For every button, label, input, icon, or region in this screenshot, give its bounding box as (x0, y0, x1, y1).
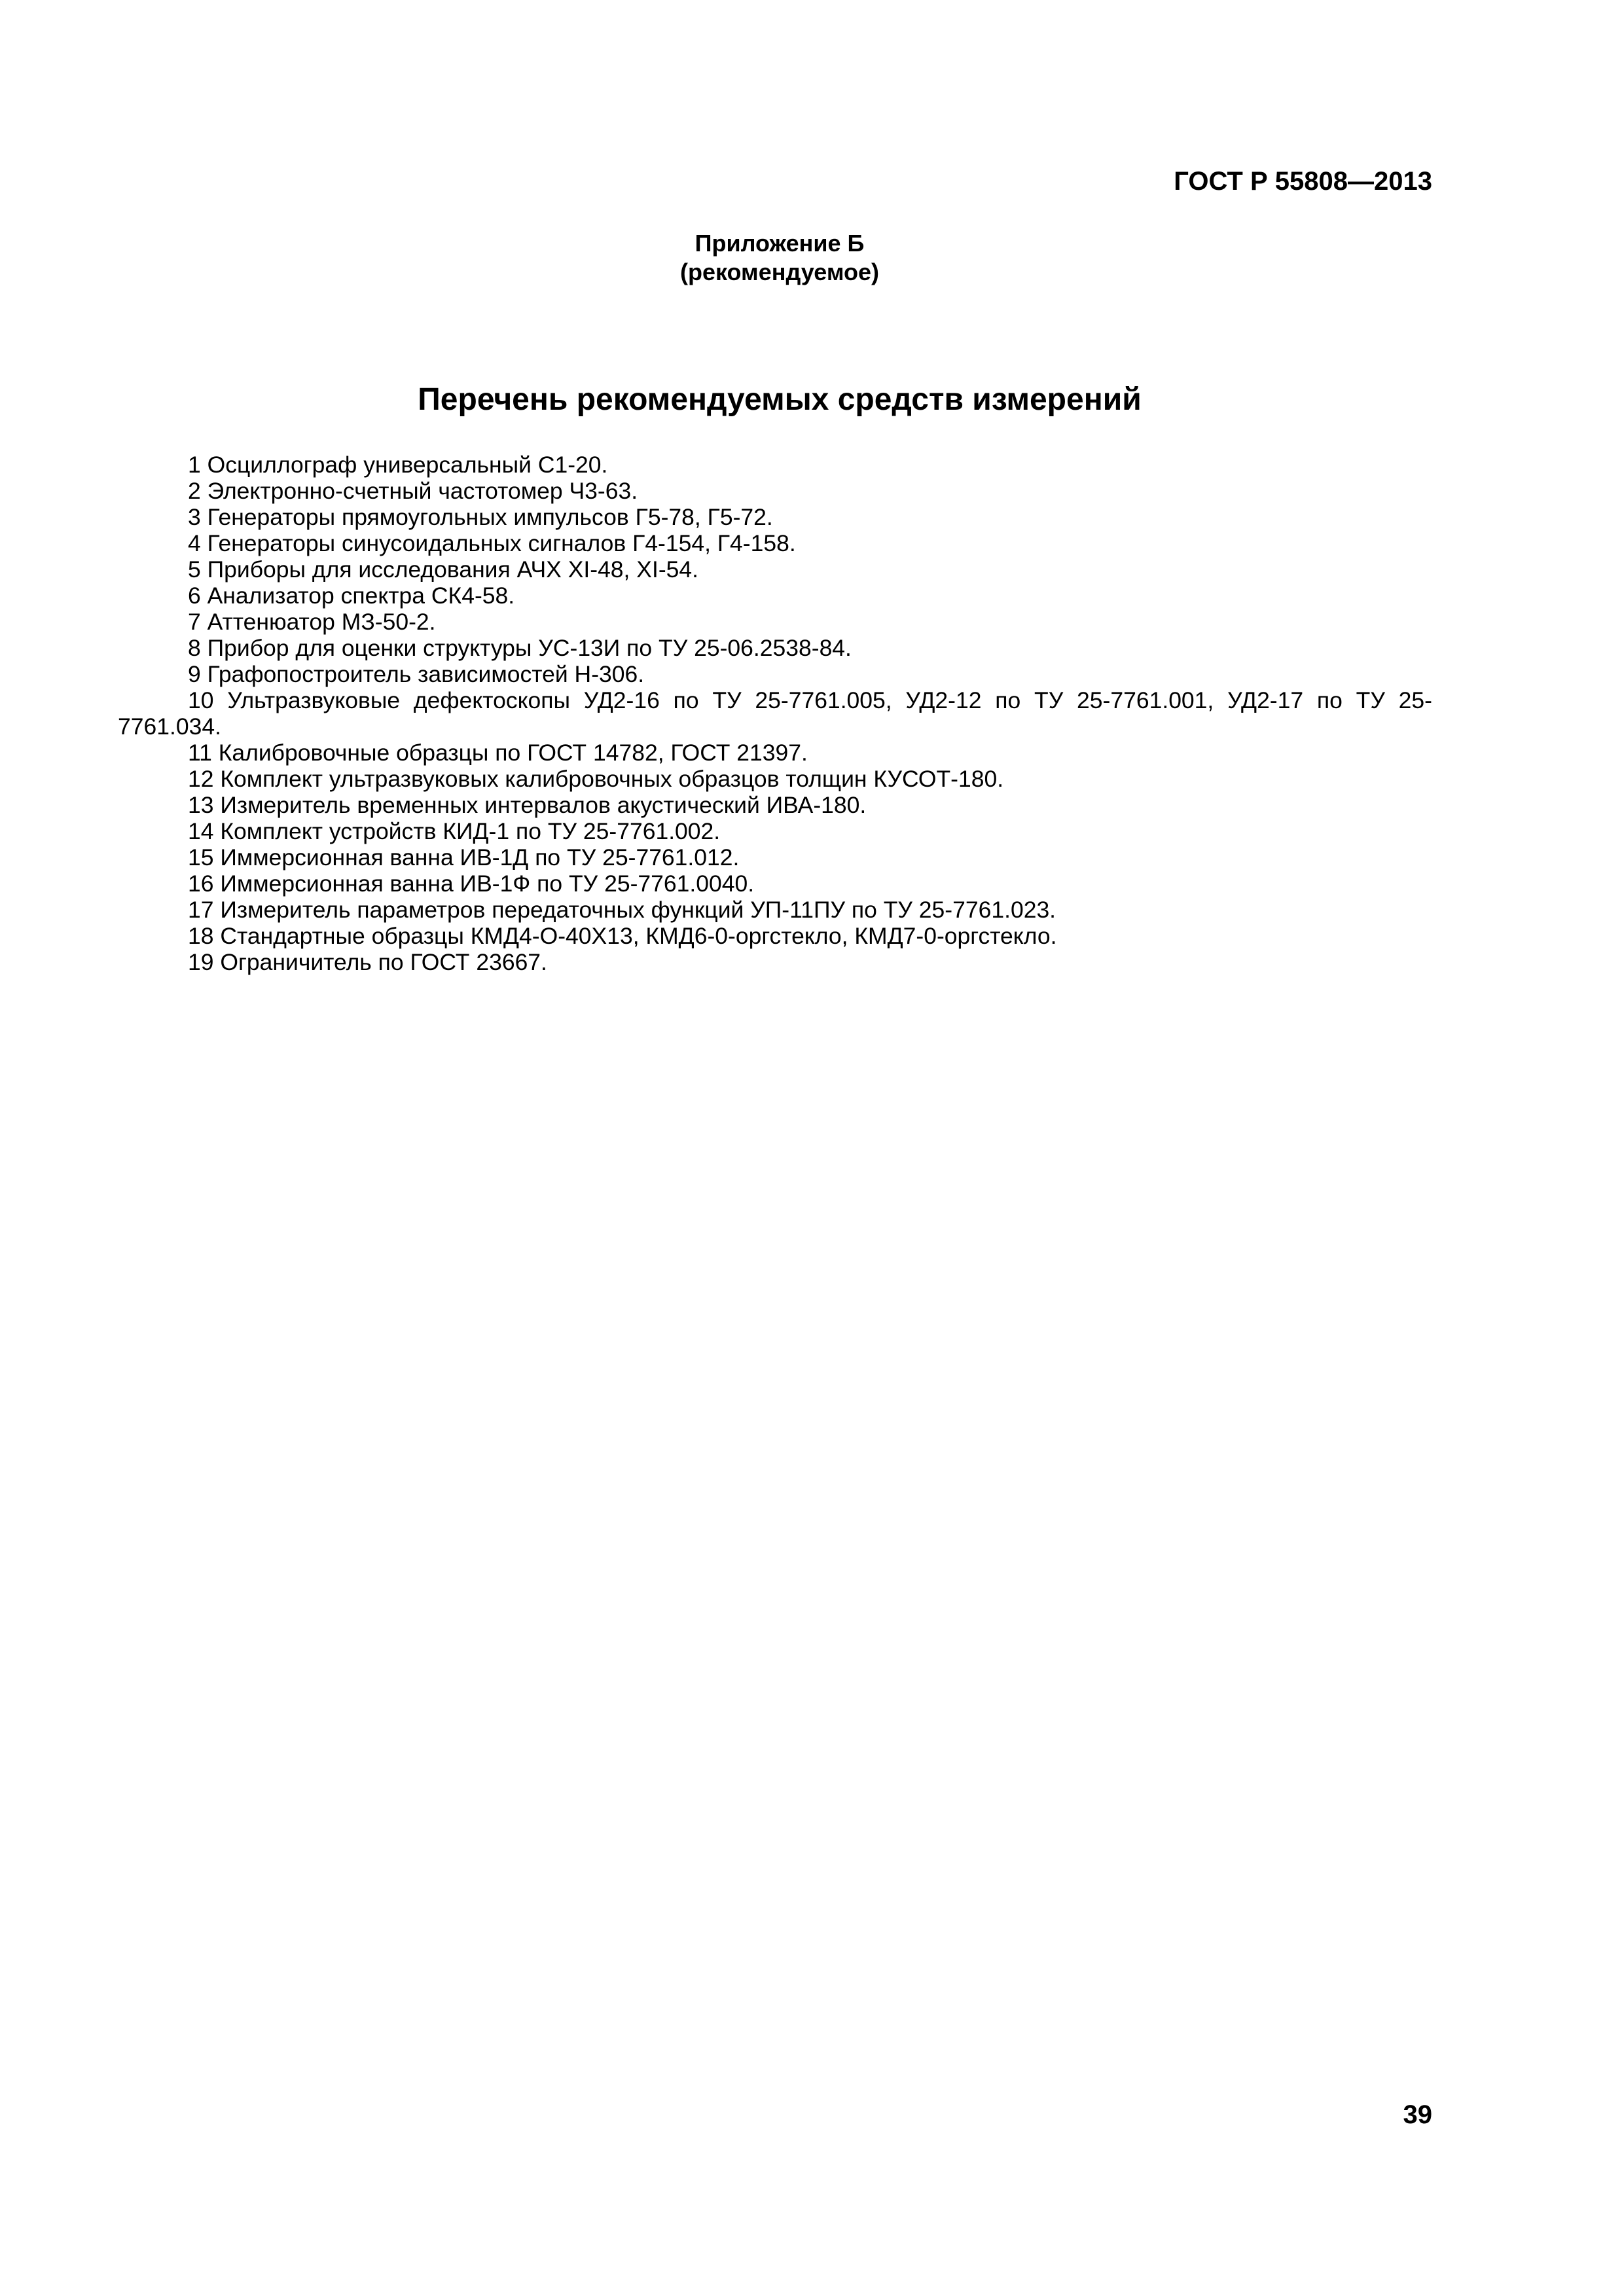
measurement-instruments-list (118, 452, 1432, 975)
list-item: 2 Электронно-счетный частотомер Ч3-63. (188, 478, 638, 504)
appendix-label: Приложение Б (695, 230, 865, 257)
list-item: 14 Комплект устройств КИД-1 по ТУ 25-7761.002. (188, 818, 721, 844)
list-item: 9 Графопостроитель зависимостей Н-306. (188, 661, 645, 687)
list-item: 6 Анализатор спектра СК4-58. (188, 583, 515, 609)
list-item: 18 Стандартные образцы КМД4-О-40Х13, КМД6-0-оргстекло, КМД7-0-оргстекло. (188, 923, 1057, 949)
list-item: 11 Калибровочные образцы по ГОСТ 14782, ГОСТ 21397. (188, 740, 808, 766)
page-number: 39 (1403, 2100, 1432, 2129)
standard-code: ГОСТ Р 55808—2013 (1174, 167, 1432, 196)
list-item: 4 Генераторы синусоидальных сигналов Г4-154, Г4-158. (188, 530, 796, 556)
appendix-status: (рекомендуемое) (680, 259, 879, 285)
list-item: 7 Аттенюатор МЗ-50-2. (188, 609, 436, 635)
list-item: 17 Измеритель параметров передаточных функций УП-11ПУ по ТУ 25-7761.023. (188, 897, 1056, 923)
list-item: 13 Измеритель временных интервалов акустический ИВА-180. (188, 792, 867, 818)
list-item: 10 Ультразвуковые дефектоскопы УД2-16 по ТУ 25-7761.005, УД2-12 по ТУ 25-7761.001, УД2-17 по ТУ 25-7761.034. (118, 687, 1432, 740)
list-item: 19 Ограничитель по ГОСТ 23667. (188, 949, 547, 975)
list-item: 12 Комплект ультразвуковых калибровочных образцов толщин КУСОТ-180. (188, 766, 1004, 792)
list-item: 16 Иммерсионная ванна ИВ-1Ф по ТУ 25-7761.0040. (188, 870, 755, 897)
list-item: 3 Генераторы прямоугольных импульсов Г5-78, Г5-72. (188, 504, 773, 530)
list-item: 15 Иммерсионная ванна ИВ-1Д по ТУ 25-7761.012. (188, 844, 740, 870)
list-item: 8 Прибор для оценки структуры УС-13И по ТУ 25-06.2538-84. (188, 635, 852, 661)
document-title: Перечень рекомендуемых средств измерений (418, 382, 1142, 417)
list-item: 1 Осциллограф универсальный С1-20. (188, 452, 608, 478)
list-item: 5 Приборы для исследования АЧХ XI-48, XI-54. (188, 556, 698, 583)
